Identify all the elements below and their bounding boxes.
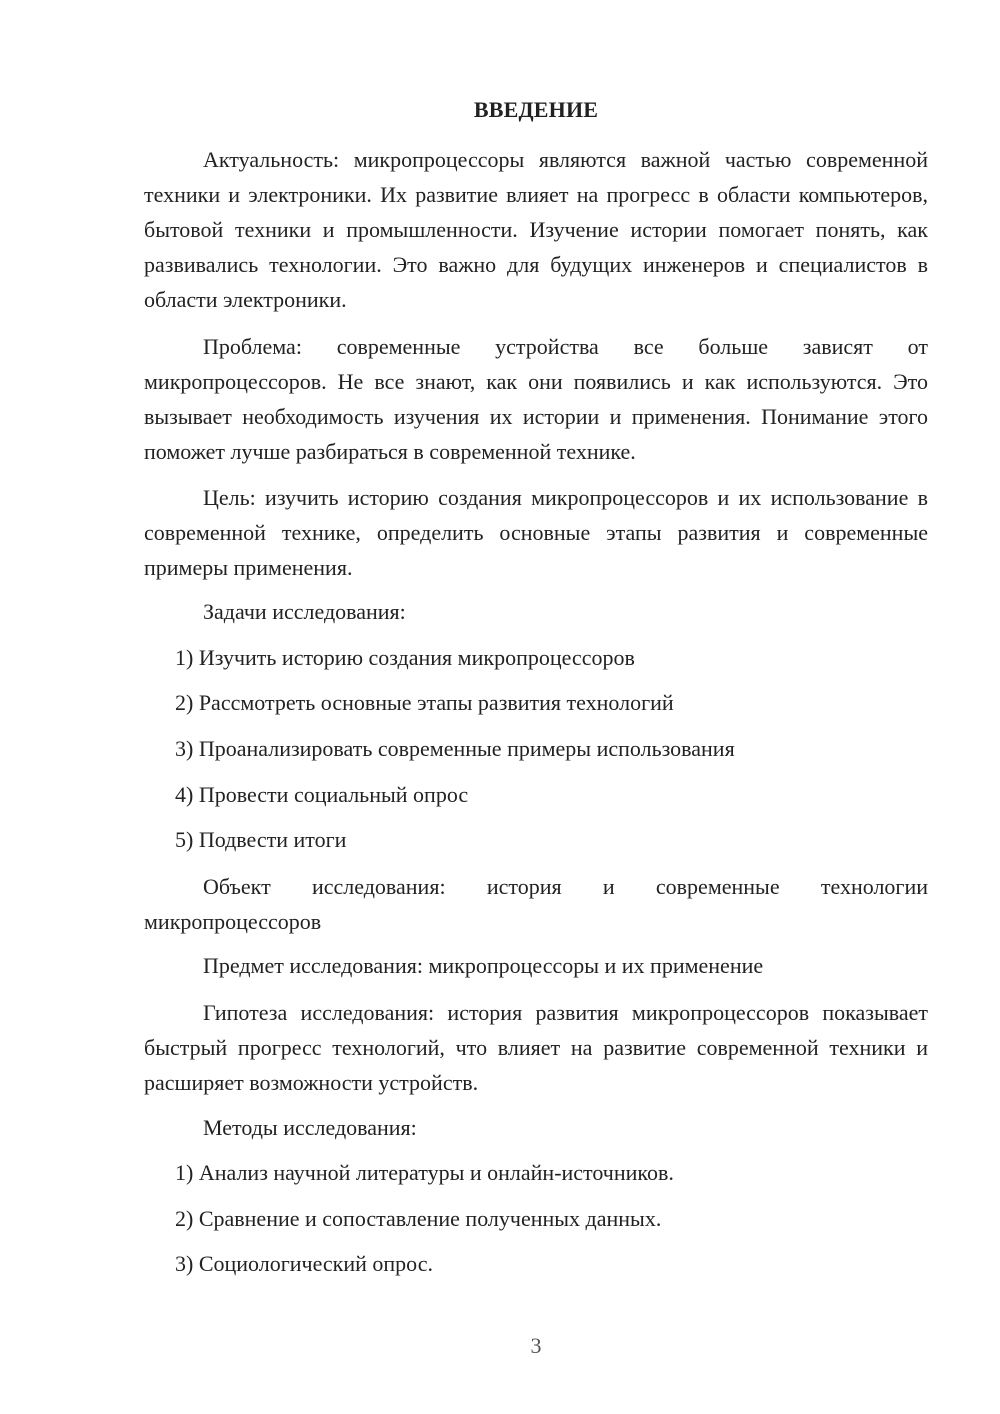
goal-paragraph: Цель: изучить историю создания микропроцессоров и их использование в современной технике, определить основные этапы развития и современные примеры применения.	[144, 485, 928, 580]
method-item-1: 1) Анализ научной литературы и онлайн-источников.	[175, 1160, 674, 1185]
object-paragraph: Объект исследования: история и современные технологии микропроцессоров	[144, 874, 928, 934]
page-number: 3	[530, 1333, 542, 1358]
relevance-paragraph: Актуальность: микропроцессоры являются важной частью современной техники и электроники. Их развитие влияет на прогресс в области компьютеров, бытовой техники и промышленности. Изучение истории помогает понять, как развивались технологии. Это важно для будущих инженеров и специалистов в области электроники.	[144, 147, 928, 312]
task-item-5: 5) Подвести итоги	[175, 827, 347, 852]
hypothesis-paragraph: Гипотеза исследования: история развития микропроцессоров показывает быстрый прогресс технологий, что влияет на развитие современной техники и расширяет возможности устройств.	[144, 1000, 928, 1095]
task-item-4: 4) Провести социальный опрос	[175, 782, 469, 807]
method-item-3: 3) Социологический опрос.	[175, 1251, 433, 1276]
methods-heading: Методы исследования:	[203, 1115, 417, 1140]
task-item-3: 3) Проанализировать современные примеры использования	[175, 736, 735, 761]
page-title: ВВЕДЕНИЕ	[473, 97, 599, 122]
method-item-2: 2) Сравнение и сопоставление полученных данных.	[175, 1206, 662, 1231]
task-item-2: 2) Рассмотреть основные этапы развития технологий	[175, 690, 674, 715]
subject-paragraph: Предмет исследования: микропроцессоры и их применение	[203, 953, 764, 978]
task-item-1: 1) Изучить историю создания микропроцессоров	[175, 645, 635, 670]
tasks-heading: Задачи исследования:	[203, 599, 406, 624]
problem-paragraph: Проблема: современные устройства все больше зависят от микропроцессоров. Не все знают, как они появились и как используются. Это вызывает необходимость изучения их истории и применения. Понимание этого поможет лучше разбираться в современной технике.	[144, 334, 928, 464]
